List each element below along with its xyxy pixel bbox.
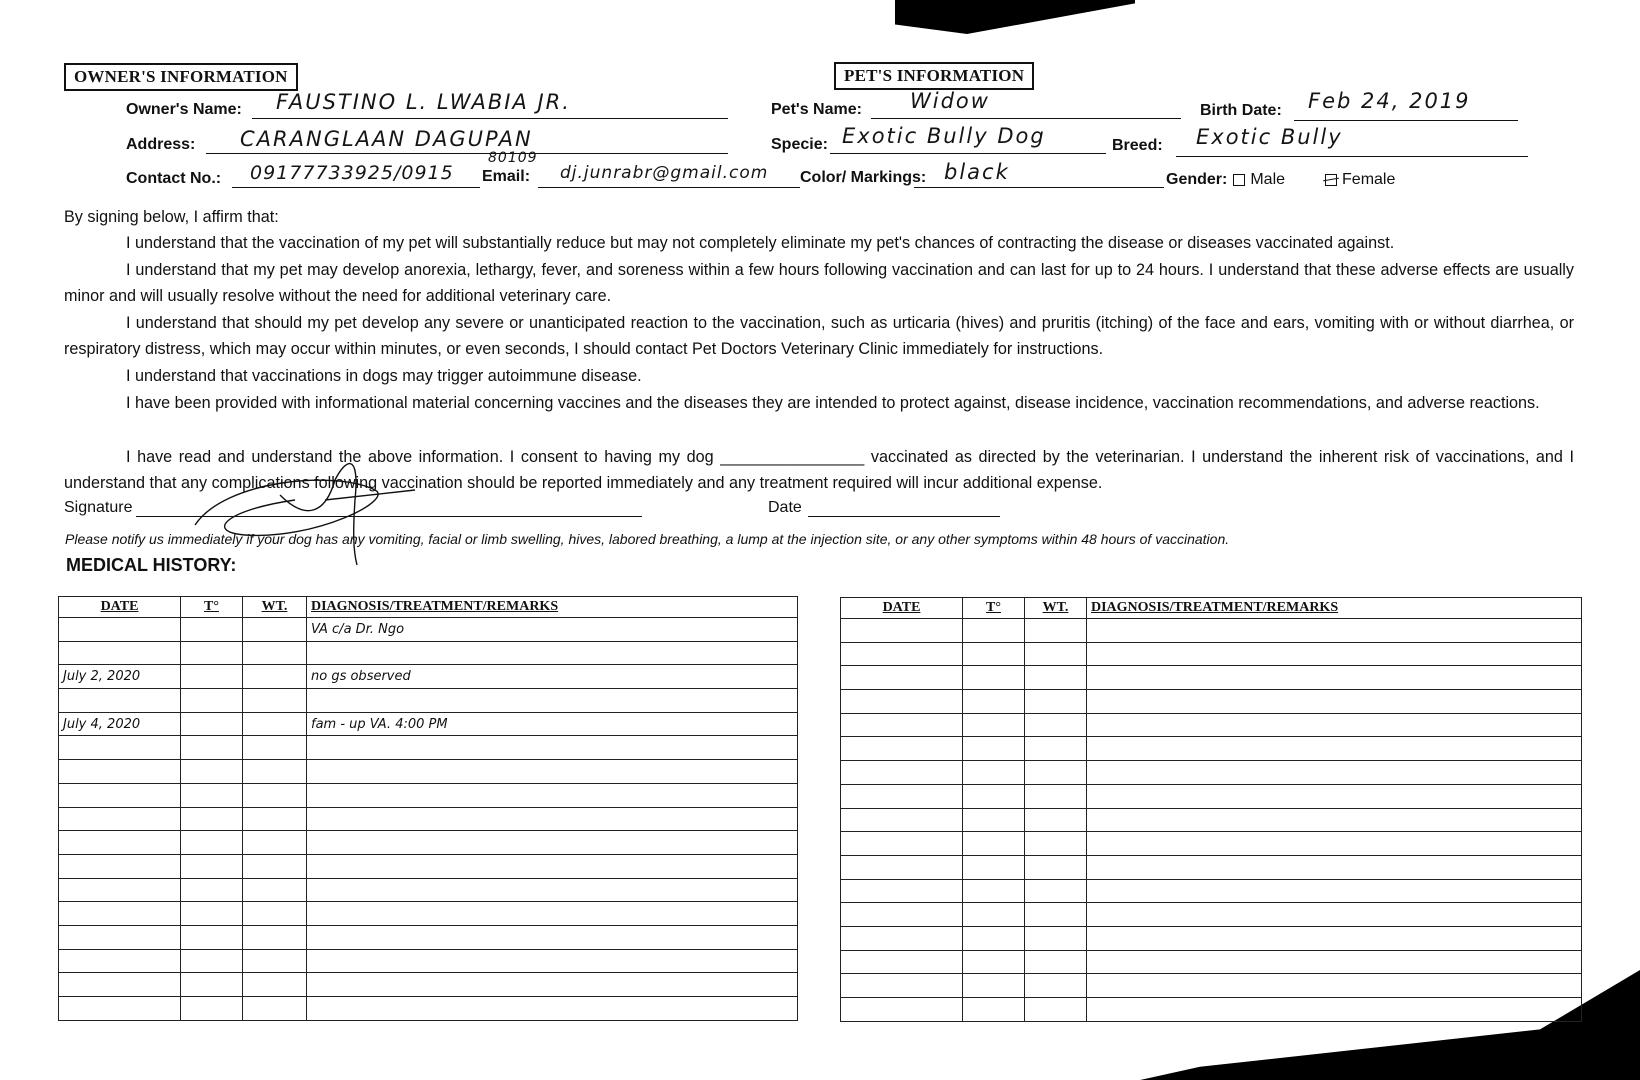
birth-date-line xyxy=(1294,120,1518,121)
cell-date[interactable] xyxy=(841,619,963,643)
cell-weight[interactable] xyxy=(1025,690,1087,714)
cell-diagnosis[interactable] xyxy=(1087,619,1582,643)
consent-paragraph-4 xyxy=(64,363,1574,389)
consent-intro: By signing below, I affirm that: xyxy=(64,208,279,226)
signature-scribble xyxy=(185,440,445,570)
consent-p1-text: I understand that the vaccination of my pet will substantially reduce but may not completely eliminate my pet's chances of contracting the disease or diseases vaccinated against. xyxy=(126,234,1395,252)
cell-diagnosis[interactable] xyxy=(307,641,798,665)
table-row xyxy=(841,619,1582,643)
table-row xyxy=(841,974,1582,998)
table-row xyxy=(841,832,1582,856)
gender-female-checkbox[interactable] xyxy=(1325,174,1337,186)
cell-temperature[interactable] xyxy=(963,784,1025,808)
cell-temperature[interactable] xyxy=(181,760,243,784)
table-row xyxy=(841,642,1582,666)
cell-temperature[interactable] xyxy=(963,761,1025,785)
cell-diagnosis[interactable] xyxy=(307,807,798,831)
cell-date[interactable] xyxy=(59,925,181,949)
cell-date[interactable] xyxy=(841,690,963,714)
consent-p3-text: I understand that should my pet develop any severe or unanticipated reaction to the vaccination, such as urticaria (hives) and pruritis (itching) of the face and ears, vomiting with or without diarrhea, or respiratory distress, which may occur within minutes, or even seconds, I should contact Pet Doctors Veterinary Clinic immediately for instructions. xyxy=(64,314,1574,358)
medical-history-table-right xyxy=(840,597,1582,1022)
cell-temperature[interactable] xyxy=(963,619,1025,643)
cell-temperature[interactable] xyxy=(181,925,243,949)
cell-date[interactable] xyxy=(59,973,181,997)
table-row xyxy=(59,783,798,807)
table-row xyxy=(59,736,798,760)
table-row xyxy=(59,665,798,689)
cell-temperature[interactable] xyxy=(181,854,243,878)
date-label: Date xyxy=(768,499,802,516)
owner-name-line xyxy=(252,118,728,119)
cell-date[interactable] xyxy=(841,832,963,856)
cell-diagnosis[interactable] xyxy=(1087,808,1582,832)
cell-diagnosis[interactable] xyxy=(1087,642,1582,666)
cell-diagnosis[interactable] xyxy=(1087,713,1582,737)
cell-weight[interactable] xyxy=(243,760,307,784)
cell-weight[interactable] xyxy=(1025,619,1087,643)
cell-weight[interactable] xyxy=(243,689,307,713)
cell-date[interactable] xyxy=(841,926,963,950)
cell-temperature[interactable] xyxy=(181,973,243,997)
cell-temperature[interactable] xyxy=(181,689,243,713)
table-row xyxy=(841,666,1582,690)
cell-weight[interactable] xyxy=(243,973,307,997)
table-row xyxy=(59,925,798,949)
cell-diagnosis[interactable]: no gs observed xyxy=(307,665,798,689)
cell-date[interactable] xyxy=(59,641,181,665)
specie-line xyxy=(830,153,1106,154)
cell-temperature[interactable] xyxy=(181,807,243,831)
cell-diagnosis[interactable] xyxy=(307,783,798,807)
breed-value[interactable]: Exotic Bully xyxy=(1196,125,1343,149)
color-markings-line xyxy=(914,187,1164,188)
cell-date[interactable] xyxy=(59,831,181,855)
col-weight: WT. xyxy=(1025,598,1087,619)
breed-line xyxy=(1176,156,1528,157)
gender-male-label: Male xyxy=(1250,171,1286,188)
cell-temperature[interactable] xyxy=(181,641,243,665)
cell-diagnosis[interactable] xyxy=(307,925,798,949)
cell-weight[interactable] xyxy=(1025,926,1087,950)
cell-diagnosis[interactable] xyxy=(307,854,798,878)
cell-diagnosis[interactable] xyxy=(307,689,798,713)
cell-diagnosis[interactable] xyxy=(1087,832,1582,856)
table-row xyxy=(841,761,1582,785)
dog-name-blank[interactable]: ________________ xyxy=(720,448,865,466)
contact-value[interactable]: 09177733925/0915 xyxy=(250,162,454,184)
specie-value[interactable]: Exotic Bully Dog xyxy=(842,124,1046,148)
cell-temperature[interactable] xyxy=(181,878,243,902)
color-markings-value[interactable]: black xyxy=(944,160,1010,184)
cell-diagnosis[interactable] xyxy=(307,831,798,855)
cell-diagnosis[interactable] xyxy=(307,997,798,1021)
cell-weight[interactable] xyxy=(1025,832,1087,856)
cell-weight[interactable] xyxy=(1025,903,1087,927)
cell-diagnosis[interactable] xyxy=(1087,761,1582,785)
cell-temperature[interactable] xyxy=(181,665,243,689)
medical-history-heading: MEDICAL HISTORY: xyxy=(66,555,237,575)
cell-weight[interactable] xyxy=(243,641,307,665)
medical-history-table-left xyxy=(58,596,798,1021)
cell-diagnosis[interactable] xyxy=(1087,879,1582,903)
consent-p2-text: I understand that my pet may develop anorexia, lethargy, fever, and soreness within a few hours following vaccination and can last for up to 24 hours. I understand that these adverse effects are usually minor and will usually resolve without the need for additional veterinary care. xyxy=(64,261,1574,305)
table-row xyxy=(841,950,1582,974)
col-date: DATE xyxy=(59,597,181,618)
col-temperature: T° xyxy=(963,598,1025,619)
cell-diagnosis[interactable] xyxy=(307,902,798,926)
cell-weight[interactable] xyxy=(1025,642,1087,666)
cell-weight[interactable] xyxy=(243,618,307,642)
cell-date[interactable] xyxy=(59,689,181,713)
cell-date[interactable] xyxy=(841,903,963,927)
cell-date[interactable] xyxy=(841,808,963,832)
cell-weight[interactable] xyxy=(243,878,307,902)
cell-diagnosis[interactable] xyxy=(1087,903,1582,927)
table-row xyxy=(841,855,1582,879)
cell-temperature[interactable] xyxy=(963,879,1025,903)
cell-date[interactable] xyxy=(841,737,963,761)
consent-paragraph-3 xyxy=(64,310,1574,362)
table-row xyxy=(59,641,798,665)
table-row xyxy=(841,879,1582,903)
cell-temperature[interactable] xyxy=(963,808,1025,832)
cell-diagnosis[interactable] xyxy=(307,949,798,973)
specie-label: Specie: xyxy=(771,136,828,153)
cell-weight[interactable] xyxy=(243,736,307,760)
consent-p6-text-a: I have read and understand the above information. I consent to having my dog xyxy=(126,448,714,466)
cell-weight[interactable] xyxy=(1025,808,1087,832)
cell-temperature[interactable] xyxy=(963,903,1025,927)
address-line xyxy=(206,153,728,154)
cell-date[interactable] xyxy=(841,974,963,998)
cell-diagnosis[interactable] xyxy=(1087,690,1582,714)
table-row xyxy=(59,949,798,973)
cell-date[interactable] xyxy=(59,760,181,784)
address-value[interactable]: CARANGLAAN DAGUPAN xyxy=(240,127,533,151)
color-markings-label: Color/ Markings: xyxy=(800,169,927,186)
cell-temperature[interactable] xyxy=(181,997,243,1021)
cell-date[interactable] xyxy=(841,784,963,808)
cell-temperature[interactable] xyxy=(963,690,1025,714)
cell-temperature[interactable] xyxy=(963,737,1025,761)
col-diagnosis: DIAGNOSIS/TREATMENT/REMARKS xyxy=(1087,598,1582,619)
pet-info-heading: PET'S INFORMATION xyxy=(834,62,1034,90)
table-row xyxy=(841,737,1582,761)
table-row xyxy=(841,808,1582,832)
table-row xyxy=(59,902,798,926)
cell-date[interactable] xyxy=(59,854,181,878)
cell-diagnosis[interactable]: VA c/a Dr. Ngo xyxy=(307,618,798,642)
date-line[interactable] xyxy=(808,516,1000,517)
cell-date[interactable] xyxy=(841,879,963,903)
consent-p5-text: I have been provided with informational material concerning vaccines and the diseases they are intended to protect against, disease incidence, vaccination recommendations, and adverse reactions. xyxy=(126,394,1540,412)
cell-temperature[interactable] xyxy=(963,832,1025,856)
pet-name-value[interactable]: Widow xyxy=(910,89,990,113)
table-row xyxy=(841,903,1582,927)
cell-date[interactable] xyxy=(841,998,963,1022)
cell-diagnosis[interactable] xyxy=(1087,666,1582,690)
cell-date[interactable] xyxy=(59,878,181,902)
cell-diagnosis[interactable] xyxy=(1087,784,1582,808)
cell-date[interactable] xyxy=(59,807,181,831)
owner-info-heading: OWNER'S INFORMATION xyxy=(64,63,298,91)
table-row xyxy=(59,973,798,997)
table-row xyxy=(59,689,798,713)
birth-date-value[interactable]: Feb 24, 2019 xyxy=(1308,89,1471,113)
cell-temperature[interactable] xyxy=(963,642,1025,666)
col-date: DATE xyxy=(841,598,963,619)
cell-diagnosis[interactable] xyxy=(1087,926,1582,950)
cell-weight[interactable] xyxy=(243,665,307,689)
cell-diagnosis[interactable] xyxy=(307,973,798,997)
cell-diagnosis[interactable] xyxy=(1087,855,1582,879)
cell-diagnosis[interactable] xyxy=(1087,737,1582,761)
cell-date[interactable] xyxy=(59,949,181,973)
owner-name-label: Owner's Name: xyxy=(126,101,242,118)
cell-weight[interactable] xyxy=(1025,761,1087,785)
address-label: Address: xyxy=(126,136,196,153)
cell-weight[interactable] xyxy=(243,807,307,831)
cell-date[interactable] xyxy=(59,736,181,760)
cell-temperature[interactable] xyxy=(181,736,243,760)
cell-weight[interactable] xyxy=(1025,666,1087,690)
cell-weight[interactable] xyxy=(1025,974,1087,998)
table-row xyxy=(59,760,798,784)
cell-weight[interactable] xyxy=(1025,998,1087,1022)
signature-label: Signature xyxy=(64,499,133,516)
cell-date[interactable] xyxy=(841,642,963,666)
cell-weight[interactable] xyxy=(243,902,307,926)
birth-date-label: Birth Date: xyxy=(1200,102,1282,119)
consent-paragraph-2 xyxy=(64,257,1574,309)
cell-weight[interactable] xyxy=(243,854,307,878)
cell-temperature[interactable] xyxy=(963,713,1025,737)
cell-weight[interactable] xyxy=(243,997,307,1021)
col-temperature: T° xyxy=(181,597,243,618)
cell-weight[interactable] xyxy=(243,783,307,807)
cell-diagnosis[interactable] xyxy=(1087,974,1582,998)
cell-temperature[interactable] xyxy=(181,618,243,642)
post-vaccination-notice: Please notify us immediately if your dog has any vomiting, facial or limb swelling, hives, labored breathing, a lump at the injection site, or any other symptoms within 48 hours of vaccination. xyxy=(65,531,1230,547)
cell-temperature[interactable] xyxy=(963,926,1025,950)
contact-label: Contact No.: xyxy=(126,170,222,187)
cell-date[interactable]: July 2, 2020 xyxy=(59,665,181,689)
gender-label: Gender: xyxy=(1166,171,1228,188)
cell-diagnosis[interactable] xyxy=(307,736,798,760)
pet-name-line xyxy=(871,118,1181,119)
email-line xyxy=(538,187,800,188)
table-row xyxy=(841,998,1582,1022)
table-row xyxy=(59,618,798,642)
contact-value-extra: 80109 xyxy=(488,150,538,166)
cell-weight[interactable] xyxy=(243,925,307,949)
table-row xyxy=(59,854,798,878)
cell-weight[interactable] xyxy=(243,712,307,736)
cell-diagnosis[interactable] xyxy=(1087,950,1582,974)
cell-temperature[interactable] xyxy=(963,974,1025,998)
cell-diagnosis[interactable]: fam - up VA. 4:00 PM xyxy=(307,712,798,736)
table-row xyxy=(841,713,1582,737)
table-row xyxy=(841,690,1582,714)
cell-temperature[interactable] xyxy=(963,950,1025,974)
table-header-row xyxy=(841,598,1582,619)
consent-p6-text-b: vaccinated as directed by the veterinarian. I understand the inherent risk of vaccinations, and I understand that any complications following vaccination should be reported immediately and any treatment required will incur additional expense. xyxy=(64,448,1574,492)
cell-temperature[interactable] xyxy=(181,902,243,926)
cell-date[interactable] xyxy=(841,666,963,690)
owner-name-value[interactable]: FAUSTINO L. LWABIA JR. xyxy=(276,90,571,114)
cell-diagnosis[interactable] xyxy=(1087,998,1582,1022)
cell-date[interactable] xyxy=(841,713,963,737)
cell-temperature[interactable] xyxy=(181,783,243,807)
col-diagnosis: DIAGNOSIS/TREATMENT/REMARKS xyxy=(307,597,798,618)
cell-weight[interactable] xyxy=(243,831,307,855)
cell-date[interactable]: July 4, 2020 xyxy=(59,712,181,736)
col-weight: WT. xyxy=(243,597,307,618)
cell-weight[interactable] xyxy=(1025,879,1087,903)
cell-date[interactable] xyxy=(841,855,963,879)
table-header-row xyxy=(59,597,798,618)
consent-p4-text: I understand that vaccinations in dogs may trigger autoimmune disease. xyxy=(126,367,642,385)
cell-date[interactable] xyxy=(841,761,963,785)
cell-diagnosis[interactable] xyxy=(307,878,798,902)
cell-weight[interactable] xyxy=(243,949,307,973)
cell-date[interactable] xyxy=(59,618,181,642)
pet-name-label: Pet's Name: xyxy=(771,101,862,118)
cell-weight[interactable] xyxy=(1025,855,1087,879)
table-row xyxy=(59,807,798,831)
contact-line xyxy=(232,187,480,188)
cell-weight[interactable] xyxy=(1025,950,1087,974)
cell-weight[interactable] xyxy=(1025,713,1087,737)
consent-paragraph-5 xyxy=(64,390,1574,416)
consent-paragraph-1 xyxy=(64,230,1574,256)
scan-shadow-top xyxy=(895,0,1135,34)
cell-temperature[interactable] xyxy=(181,712,243,736)
cell-diagnosis[interactable] xyxy=(307,760,798,784)
cell-temperature[interactable] xyxy=(963,998,1025,1022)
cell-date[interactable] xyxy=(59,783,181,807)
breed-label: Breed: xyxy=(1112,137,1163,154)
cell-date[interactable] xyxy=(59,997,181,1021)
cell-weight[interactable] xyxy=(1025,784,1087,808)
cell-temperature[interactable] xyxy=(181,949,243,973)
gender-group xyxy=(1166,171,1395,189)
cell-temperature[interactable] xyxy=(963,666,1025,690)
gender-male-checkbox[interactable] xyxy=(1233,174,1245,186)
email-label: Email: xyxy=(482,168,531,185)
gender-female-label: Female xyxy=(1342,171,1396,188)
table-row xyxy=(59,712,798,736)
cell-weight[interactable] xyxy=(1025,737,1087,761)
email-value[interactable]: dj.junrabr@gmail.com xyxy=(560,163,769,183)
table-row xyxy=(59,831,798,855)
table-row xyxy=(841,784,1582,808)
cell-temperature[interactable] xyxy=(181,831,243,855)
table-row xyxy=(59,878,798,902)
table-row xyxy=(841,926,1582,950)
cell-temperature[interactable] xyxy=(963,855,1025,879)
cell-date[interactable] xyxy=(59,902,181,926)
table-row xyxy=(59,997,798,1021)
cell-date[interactable] xyxy=(841,950,963,974)
